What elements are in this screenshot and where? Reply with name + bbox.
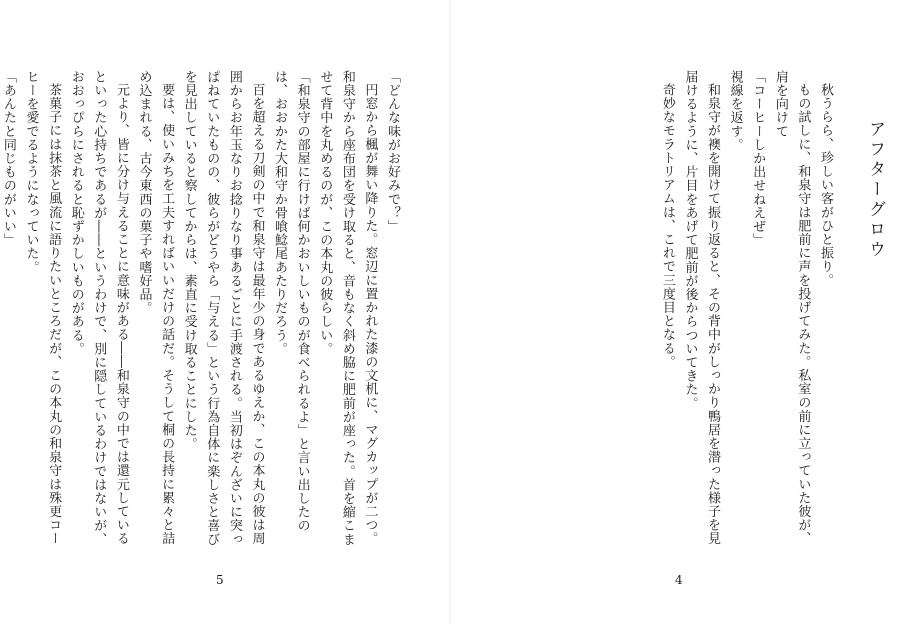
paragraph: 茶菓子には抹茶と風流に語りたいところだが、この本丸の和泉守は殊更コーヒーを愛でるようになっていた。 (23, 70, 62, 546)
paragraph: 「和泉守の部屋に行けば何かおいしいものが食べられるよ」と言い出したのは、おおかた大和守か骨喰鯰尾あたりだろう。 (272, 70, 310, 533)
paragraph: 百を超える刀剣の中で和泉守は最年少の身であるゆえか、この本丸の彼は周囲からお年玉なりお捻りなり事あるごとに手渡される。当初はぞんざいに突っぱねていたものの、彼らがどうやら「与える」という行為自体に楽しさと喜びを見出していると察してからは、素直に受け取ることにした。 (181, 70, 265, 546)
page-number-left: 5 (216, 573, 224, 587)
paragraph: 要は、使いみちを工夫すればいいだけの話だ。そうして桐の長持に累々と詰め込まれる、古今東西の菓子や嗜好品。 (136, 70, 175, 546)
paragraph: 秋うらら、珍しい客がひと振り。 (818, 83, 833, 287)
paragraph: 元より、皆に分け与えることに意味がある――和泉守の中では還元しているといった心持ちであるが――というわけで、別に隠しているわけではないが、おおっぴらにされると恥ずかしいものがある。 (68, 70, 129, 546)
paragraph: 「どんな味がお好みで？」 (385, 70, 400, 234)
chapter-title: アフターグロウ (865, 120, 885, 260)
paragraph: 視線を返す。 (727, 70, 743, 152)
paragraph: 奇妙なモラトリアムは、これで三度目となる。 (659, 83, 675, 369)
left-page-body (0, 70, 403, 558)
right-page (450, 0, 900, 624)
paragraph: もの試しに、和泉守は肥前に声を投げてみた。私室の前に立っていた彼が、肩を向けて (772, 70, 811, 546)
paragraph: 「あんたと同じものがいい」 (0, 70, 16, 247)
paragraph: 円窓から楓が舞い降りた。窓辺に置かれた漆の文机に、マグカップが二つ。和泉守から座布団を受け取ると、音もなく斜め脇に肥前が座った。首を縮こませて背中を丸めるのが、この本丸の彼らしい。 (317, 70, 378, 546)
paragraph: 和泉守が襖を開けて振り返ると、その背中がしっかり鴨居を潜った様子を見届けるように、片目をあげて肥前が後からついてきた。 (682, 70, 721, 546)
paragraph: 「コーヒーしか出せねえぜ」 (750, 70, 766, 247)
right-page-body (659, 70, 836, 558)
page-number-right: 4 (675, 573, 683, 587)
